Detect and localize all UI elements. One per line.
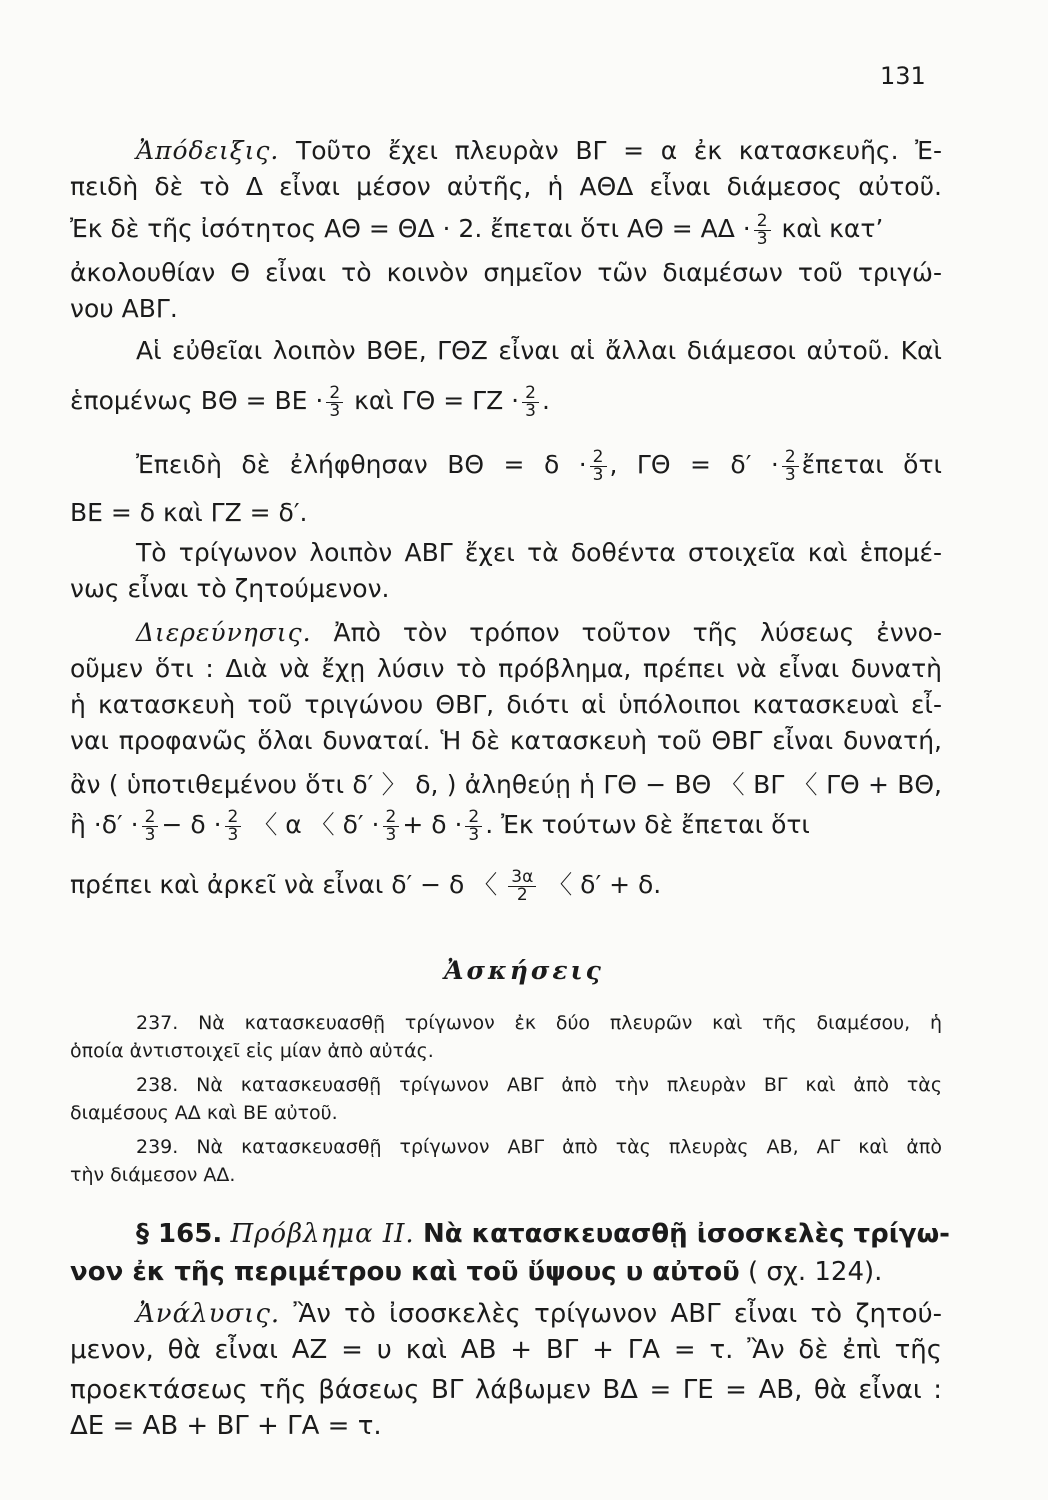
fraction: [782, 446, 799, 485]
exercise-239-line-2: τὴν διάμεσον ΑΔ.: [70, 1164, 236, 1186]
section-number: § 165.: [136, 1219, 223, 1249]
discussion-line-1: [136, 616, 942, 650]
analysis-line-1: [136, 1296, 942, 1332]
numerator: 2: [590, 449, 607, 467]
text: Νὰ κατασκευασθῇ ἰσοσκελὲς τρίγω-: [422, 1219, 950, 1249]
discussion-line-5: ἂν ( ὑποτιθεμένου ὅτι δ′ 〉 δ, ) ἀληθεύῃ ἡ ΓΘ − ΒΘ 〈 ΒΓ 〈 ΓΘ + ΒΘ,: [70, 770, 942, 799]
proof-line-2: πειδὴ δὲ τὸ Δ εἶναι μέσον αὐτῆς, ἡ ΑΘΔ εἶναι διάμεσος αὐτοῦ.: [70, 172, 942, 201]
text: . Ἐκ τούτων δὲ ἔπεται ὅτι: [485, 810, 810, 839]
denominator: 3: [784, 464, 796, 485]
exercises-heading: Ἀσκήσεις: [444, 956, 604, 985]
analysis-line-2: μενον, θὰ εἶναι ΑΖ = υ καὶ ΑΒ + ΒΓ + ΓΑ = τ. Ἂν δὲ ἐπὶ τῆς: [70, 1335, 942, 1365]
denominator: 3: [385, 824, 397, 845]
text: Ἀπὸ τὸν τρόπον τοῦτον τῆς λύσεως ἐννο-: [333, 618, 942, 647]
denominator: 2: [516, 884, 528, 905]
fraction: [754, 210, 771, 249]
exercise-237-line-1: 237. Νὰ κατασκευασθῇ τρίγωνον ἐκ δύο πλευρῶν καὶ τῆς διαμέσου, ἡ: [136, 1012, 942, 1034]
numerator: 2: [326, 385, 343, 403]
proof-line-10: Τὸ τρίγωνον λοιπὸν ΑΒΓ ἔχει τὰ δοθέντα στοιχεῖα καὶ ἑπομέ-: [136, 538, 942, 567]
numerator: 2: [782, 449, 799, 467]
fraction: [142, 806, 159, 845]
numerator: 2: [465, 809, 482, 827]
fraction: [508, 866, 536, 905]
exercise-238-line-2: διαμέσους ΑΔ καὶ ΒΕ αὐτοῦ.: [70, 1102, 338, 1124]
proof-line-5: νου ΑΒΓ.: [70, 294, 178, 323]
proof-line-3: [70, 212, 942, 248]
proof-line-1: [136, 134, 942, 168]
numerator: 2: [754, 213, 771, 231]
section-165-title-line-2: [70, 1254, 942, 1290]
problem-label: Πρόβλημα ΙΙ.: [230, 1219, 415, 1249]
figure-ref: ( σχ. 124).: [747, 1257, 883, 1287]
text: Ἂν τὸ ἰσοσκελὲς τρίγωνον ΑΒΓ εἶναι τὸ ζητού-: [293, 1299, 942, 1329]
proof-line-9: ΒΕ = δ καὶ ΓΖ = δ′.: [70, 498, 308, 527]
discussion-line-3: ἡ κατασκευὴ τοῦ τριγώνου ΘΒΓ, διότι αἱ ὑπόλοιποι κατασκευαὶ εἶ-: [70, 690, 942, 719]
proof-label: Ἀπόδειξις.: [136, 136, 280, 165]
numerator: 3α: [508, 869, 536, 887]
fraction: [383, 806, 400, 845]
denominator: 3: [144, 824, 156, 845]
text: ἔπεται ὅτι: [801, 450, 942, 479]
proof-line-6: Αἱ εὐθεῖαι λοιπὸν ΒΘΕ, ΓΘΖ εἶναι αἱ ἄλλαι διάμεσοι αὐτοῦ. Καὶ: [136, 336, 942, 365]
text: πρέπει καὶ ἀρκεῖ νὰ εἶναι δ′ − δ 〈: [70, 870, 498, 899]
text: .: [541, 386, 550, 415]
fraction: [522, 382, 539, 421]
page-number: 131: [880, 62, 926, 90]
text: ἢ ·δ′ ·: [70, 810, 139, 839]
proof-line-11: νως εἶναι τὸ ζητούμενον.: [70, 574, 390, 603]
discussion-line-7: [70, 868, 942, 904]
exercise-237-line-2: ὁποία ἀντιστοιχεῖ εἰς μίαν ἀπὸ αὐτάς.: [70, 1040, 434, 1062]
denominator: 3: [329, 400, 341, 421]
fraction: [590, 446, 607, 485]
section-165-title-line-1: [136, 1216, 950, 1252]
fraction: [465, 806, 482, 845]
exercise-239-line-1: 239. Νὰ κατασκευασθῇ τρίγωνον ΑΒΓ ἀπὸ τὰς πλευρὰς ΑΒ, ΑΓ καὶ ἀπὸ: [136, 1136, 942, 1158]
analysis-line-3: προεκτάσεως τῆς βάσεως ΒΓ λάβωμεν ΒΔ = ΓΕ = ΑΒ, θὰ εἶναι :: [70, 1375, 942, 1405]
discussion-label: Διερεύνησις.: [136, 618, 312, 647]
text: , ΓΘ = δ′ ·: [609, 450, 779, 479]
numerator: 2: [225, 809, 242, 827]
numerator: 2: [383, 809, 400, 827]
text: Ἐπειδὴ δὲ ἐλήφθησαν ΒΘ = δ ·: [136, 450, 587, 479]
text: + δ ·: [402, 810, 463, 839]
text: νον ἐκ τῆς περιμέτρου καὶ τοῦ ὕψους υ αὐτοῦ: [70, 1257, 740, 1287]
denominator: 3: [468, 824, 480, 845]
text: καὶ ΓΘ = ΓΖ ·: [354, 386, 520, 415]
discussion-line-6: [70, 808, 942, 844]
fraction: [225, 806, 242, 845]
text: 〈 δ′ + δ.: [547, 870, 662, 899]
text: Ἐκ δὲ τῆς ἰσότητος ΑΘ = ΘΔ · 2. ἔπεται ὅτι ΑΘ = ΑΔ ·: [70, 214, 751, 243]
denominator: 3: [525, 400, 536, 421]
text: ἑπομένως ΒΘ = ΒΕ ·: [70, 386, 324, 415]
discussion-line-2: οῦμεν ὅτι : Διὰ νὰ ἔχῃ λύσιν τὸ πρόβλημα, πρέπει νὰ εἶναι δυνατὴ: [70, 654, 942, 683]
denominator: 3: [592, 464, 604, 485]
text: − δ ·: [161, 810, 222, 839]
denominator: 3: [756, 228, 768, 249]
proof-line-8: [136, 448, 942, 484]
text: καὶ κατ’: [781, 214, 884, 243]
analysis-line-4: ΔΕ = ΑΒ + ΒΓ + ΓΑ = τ.: [70, 1411, 382, 1441]
numerator: 2: [142, 809, 159, 827]
proof-line-7: [70, 384, 942, 420]
numerator: 2: [522, 385, 539, 403]
exercise-238-line-1: 238. Νὰ κατασκευασθῇ τρίγωνον ΑΒΓ ἀπὸ τὴν πλευρὰν ΒΓ καὶ ἀπὸ τὰς: [136, 1074, 942, 1096]
proof-text: Τοῦτο ἔχει πλευρὰν ΒΓ = α ἐκ κατασκευῆς. Ἐ-: [295, 136, 942, 165]
fraction: [326, 382, 343, 421]
denominator: 3: [227, 824, 239, 845]
text: 〈 α 〈 δ′ ·: [252, 810, 380, 839]
analysis-label: Ἀνάλυσις.: [136, 1299, 281, 1329]
proof-line-4: ἀκολουθίαν Θ εἶναι τὸ κοινὸν σημεῖον τῶν διαμέσων τοῦ τριγώ-: [70, 258, 942, 287]
discussion-line-4: ναι προφανῶς ὅλαι δυναταί. Ἡ δὲ κατασκευὴ τοῦ ΘΒΓ εἶναι δυνατή,: [70, 726, 942, 755]
